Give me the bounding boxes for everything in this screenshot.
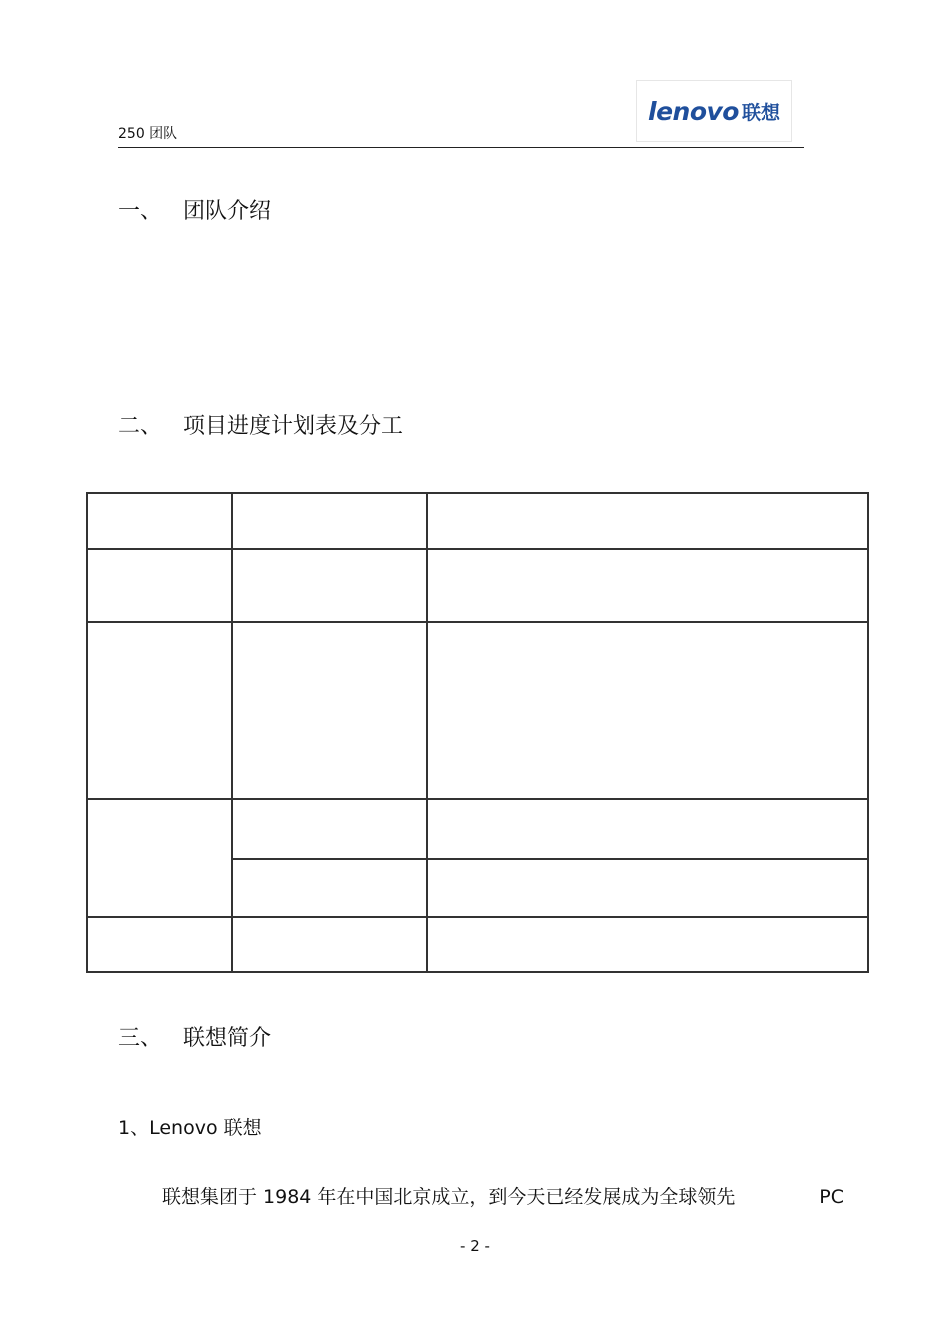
table-cell (427, 917, 868, 972)
table-cell (232, 493, 427, 549)
table-cell (232, 799, 427, 859)
table-cell (427, 493, 868, 549)
table-row (87, 917, 868, 972)
section-heading-schedule (118, 413, 403, 441)
table-row (87, 799, 868, 859)
table-row (87, 622, 868, 799)
table-cell (232, 622, 427, 799)
table-cell (232, 917, 427, 972)
table-cell (427, 799, 868, 859)
logo-chinese-mark: 联想 (741, 101, 780, 124)
table-cell (87, 493, 232, 549)
table-cell (232, 549, 427, 622)
table-cell (87, 917, 232, 972)
table-cell (427, 859, 868, 917)
page-number: - 2 - (460, 1237, 490, 1255)
table-cell (87, 549, 232, 622)
subsection-heading: 1、Lenovo 联想 (118, 1117, 262, 1139)
lenovo-logo (636, 80, 792, 142)
logo-wordmark: lenovo (648, 96, 739, 126)
section-number: 二、 (118, 414, 163, 439)
table-cell (427, 549, 868, 622)
section-heading-team-intro (118, 198, 271, 226)
paragraph-text: 联想集团于 1984 年在中国北京成立，到今天已经发展成为全球领先 (162, 1186, 736, 1208)
body-paragraph (162, 1184, 844, 1210)
section-number: 一、 (118, 199, 163, 224)
table-cell (87, 622, 232, 799)
section-title: 团队介绍 (183, 199, 272, 224)
section-number: 三、 (118, 1026, 163, 1051)
section-heading-lenovo-intro (118, 1025, 271, 1053)
paragraph-trailing-text: PC (819, 1186, 844, 1208)
section-title: 项目进度计划表及分工 (183, 414, 404, 439)
table-cell-merged (87, 799, 232, 917)
table-cell (427, 622, 868, 799)
header-divider (118, 147, 804, 148)
table-cell (232, 859, 427, 917)
header-team-name: 250 团队 (118, 126, 178, 142)
schedule-table (86, 492, 869, 973)
table-row (87, 549, 868, 622)
section-title: 联想简介 (183, 1026, 272, 1051)
table-row (87, 493, 868, 549)
